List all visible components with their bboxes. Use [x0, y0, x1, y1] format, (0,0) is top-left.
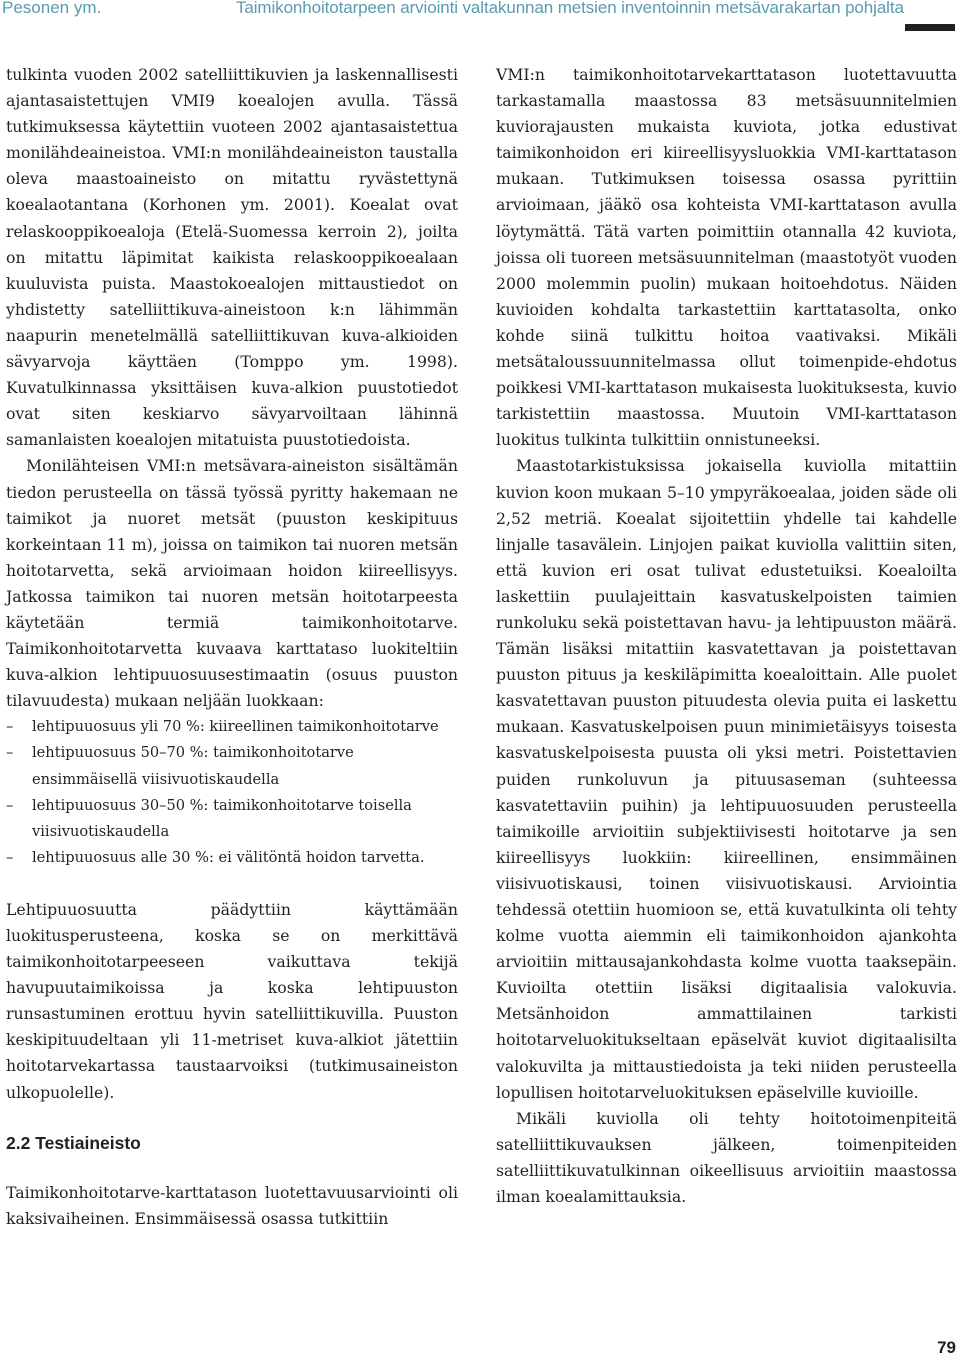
page-header [0, 0, 960, 34]
list-item: – lehtipuuosuus 50–70 %: taimikonhoitotarve ensimmäisellä viisivuotiskaudella [6, 740, 458, 792]
right-paragraph-1: VMI:n taimikonhoitotarvekarttatason luotettavuutta tarkastamalla maastossa 83 metsäsuunnitelmien kuviorajausten mukaista kuviota, jotka edustivat taimikonhoidon eri kiireellisyysluokkia VMI-karttatason mukaan. Tutkimuksen toisessa osassa pyrittiin arvioimaan, jääkö osa kohteista VMI-karttatason avulla löytymättä. Tätä varten poimittiin otannalla 42 kuviota, joissa oli tuoreen metsäsuunnitelman (maastotyöt vuoden 2000 molemmin puolin) mukaan hoitoehdotus. Näiden kuvioiden kohdalta tarkastettiin karttatasolta, onko kohde siinä tulkittu hoitoa vaativaksi. Mikäli metsätaloussuunnitelmassa ollut toimenpide-ehdotus poikkesi VMI-karttatason mukaisesta luokituksesta, kuvio tarkistettiin maastossa. Muutoin VMI-karttatason luokitus tulkinta tulkittiin onnistuneeksi. [496, 65, 957, 450]
list-item: – lehtipuuosuus alle 30 %: ei välitöntä hoidon tarvetta. [6, 845, 458, 871]
left-paragraph-3: Lehtipuuosuutta päädyttiin käyttämään luokitusperusteena, koska se on merkittävä taimikonhoitotarpeeseen vaikuttava tekijä havupuutaimikoissa ja koska lehtipuuston runsastuminen erottuu hyvin satelliittikuvilla. Puuston keskipituudeltaan yli 11-metriset kuva-alkiot jätettiin hoitotarvekartassa taustaarvoiksi (tutkimusaineiston ulkopuolelle). [6, 899, 458, 1102]
header-title: Taimikonhoitotarpeen arviointi valtakunnan metsien inventoinnin metsävarakartan pohjalta [236, 0, 904, 17]
right-column [496, 62, 957, 1210]
spacer [6, 871, 458, 897]
list-item: – lehtipuuosuus 30–50 %: taimikonhoitotarve toisella viisivuotiskaudella [6, 793, 458, 845]
header-authors: Pesonen ym. [2, 0, 102, 17]
page-number: 79 [937, 1338, 956, 1357]
left-column [6, 62, 458, 1232]
classification-list [6, 714, 458, 871]
header-bar [905, 24, 955, 31]
left-paragraph-1: tulkinta vuoden 2002 satelliittikuvien ja laskennallisesti ajantasaistettujen VMI9 koealojen avulla. Tässä tutkimuksessa käytettiin vuoteen 2002 ajantasaistettua monilähdeaineistoa. VMI:n monilähdeaineiston taustalla oleva maastoaineisto on mitattu ryvästettynä koealaotantana (Korhonen ym. 2001). Koealat ovat relaskooppikoealoja (Etelä-Suomessa kerroin 2), joilta on mitattu läpimitat kaikista relaskooppikoealaan kuuluvista puista. Maastokoealojen mittaustiedot on yhdistetty satelliittikuva-aineistoon k:n lähimmän naapurin menetelmällä satelliittikuvan kuva-alkioiden sävyarvoja käyttäen (Tomppo ym. 1998). Kuvatulkinnassa yksittäisen kuva-alkion puustotiedot ovat siten keskiarvo sävyarvoiltaan lähinnä samanlaisten koealojen mitatuista puustotiedoista. [6, 65, 458, 450]
right-paragraph-2: Maastotarkistuksissa jokaisella kuviolla mitattiin kuvion koon mukaan 5–10 ympyräkoealaa, joiden säde oli 2,52 metriä. Koealat sijoitettiin yhdelle tai kahdelle linjalle tasavälein. Linjojen paikat kuviolla valittiin siten, että kuvion eri osat tulivat edustetuiksi. Koealoilta laskettiin puulajeittain kasvatuskelpoisten taimien runkoluku sekä poistettavan havu- ja lehtipuuston määrä. Tämän lisäksi mitattiin kasvatettavan ja poistettavan puuston pituus ja keskiläpimitta koealoittain. Alle puolet kasvatettavan puuston pituudesta olevia puita ei laskettu mukaan. Kasvatuskelpoisen puun minimietäisyys toisesta kasvatuskelpoisesta puusta oli yksi metri. Poistettavien puiden runkoluvun ja pituusaseman (suhteessa kasvatettaviin puihin) ja lehtipuuosuuden perusteella taimikoille arvioitiin subjektiivisesti hoitotarve ja sen kiireellisyys luokkiin: kiireellinen, ensimmäinen viisivuotiskausi, toinen viisivuotiskausi. Arviointia tehdessä otettiin huomioon se, että kuvatulkinta oli tehty kolme vuotta aiemmin eli taimikonhoidon ajankohta arvioitiin mittausajankohdasta kolme vuotta taaksepäin. Kuvioilta otettiin lisäksi digitaalisia valokuvia. Metsänhoidon ammattilainen tarkisti hoitotarveluokitukseltaan epäselvät kuviot digitaalisilta valokuvilta ja mittaustiedoista ja teki niiden perusteella lopullisen hoitotarveluokituksen epäselville kuvioille. [496, 456, 957, 1102]
left-paragraph-4: Taimikonhoitotarve-karttatason luotettavuusarviointi oli kaksivaiheinen. Ensimmäisessä osassa tutkittiin [6, 1182, 458, 1228]
left-paragraph-2: Monilähteisen VMI:n metsävara-aineiston sisältämän tiedon perusteella on tässä työssä pyritty hakemaan ne taimikot ja nuoret metsät (puuston keskipituus korkeintaan 11 m), joissa on taimikon tai nuoren metsän hoitotarvetta, sekä arvioimaan hoidon kiireellisyys. Jatkossa taimikon tai nuoren metsän hoitotarpeesta käytetään termiä taimikonhoitotarve. Taimikonhoitotarvetta kuvaava karttataso luokiteltiin kuva-alkion lehtipuuosuusestimaatin (osuus puuston tilavuudesta) mukaan neljään luokkaan: [6, 456, 458, 711]
section-heading: 2.2 Testiaineisto [6, 1132, 141, 1153]
right-paragraph-3: Mikäli kuviolla oli tehty hoitotoimenpiteitä satelliittikuvauksen jälkeen, toimenpiteiden satelliittikuvatulkinnan oikeellisuus arvioitiin maastossa ilman koealamittauksia. [496, 1108, 957, 1207]
list-item: – lehtipuuosuus yli 70 %: kiireellinen taimikonhoitotarve [6, 714, 458, 740]
